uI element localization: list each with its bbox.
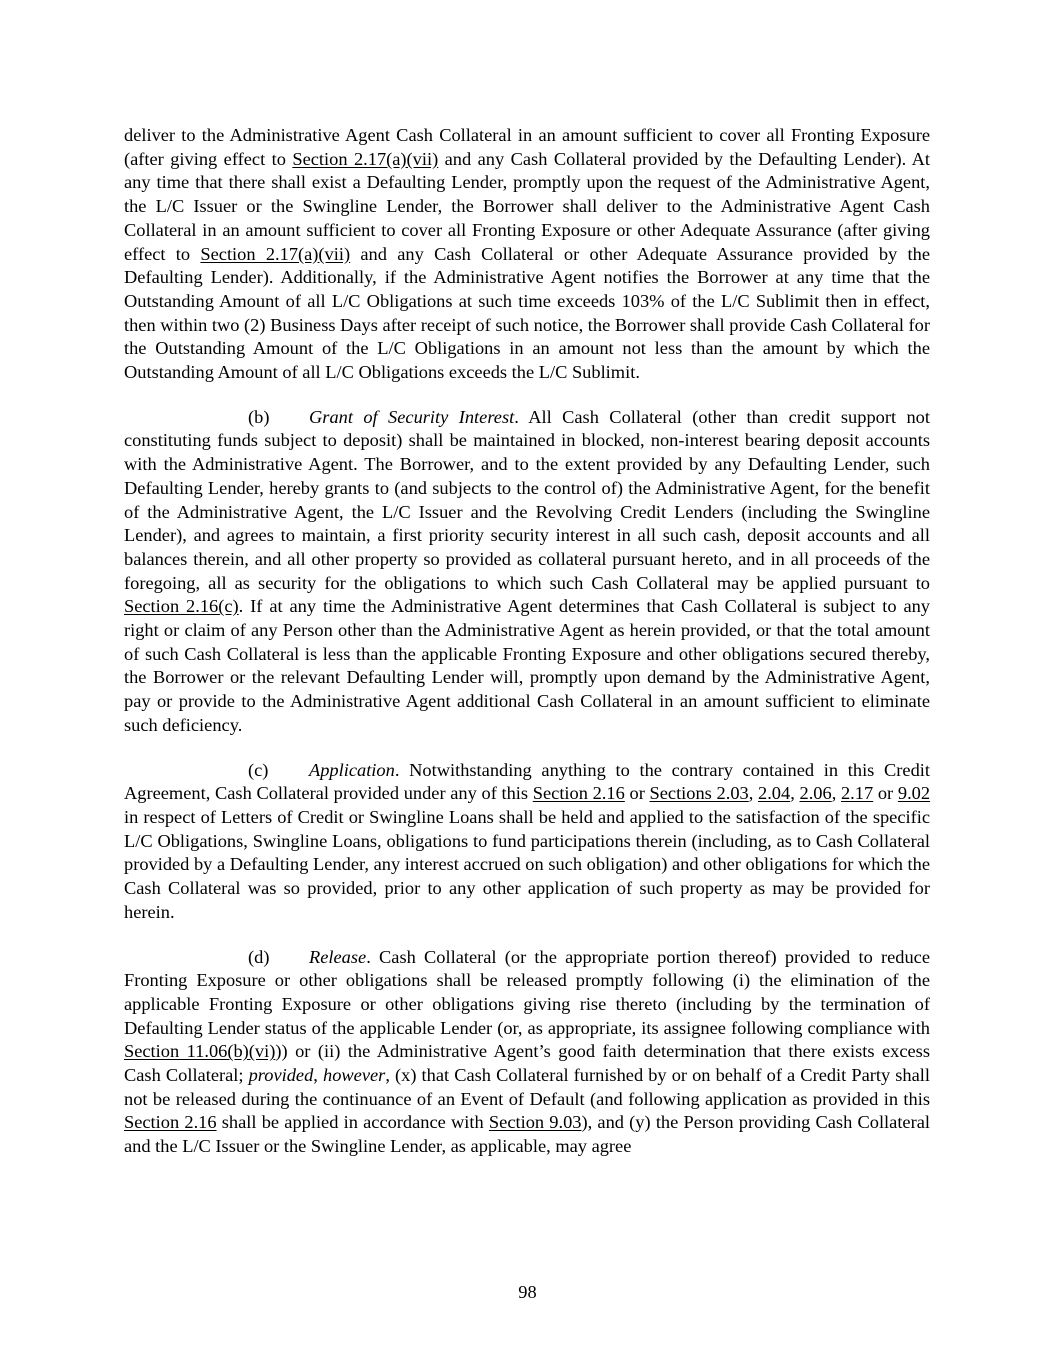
text-run: , [748, 783, 759, 804]
emphasis: provided [248, 1065, 314, 1086]
document-page [124, 124, 930, 1180]
emphasis: however [323, 1065, 386, 1086]
section-reference: Section 2.16 [124, 1112, 217, 1133]
section-reference: Section 2.16(c) [124, 596, 239, 617]
section-reference: Sections 2.03 [649, 783, 749, 804]
text-run: . All Cash Collateral (other than credit support not constituting funds subject to deposit) shall be maintained in blocked, non-interest bearing deposit accounts with the Administrative Agent. The Borrower, and to the extent provided by any Defaulting Lender, such Defaulting Lender, hereby grants to (and subjects to the control of) the Administrative Agent, for the benefit of the Administrative Agent, the L/C Issuer and the Revolving Credit Lenders (including the Swingline Lender), and agrees to maintain, a first priority security interest in all such cash, deposit accounts and all balances therein, and all other property so provided as collateral pursuant hereto, and in all proceeds of the foregoing, all as security for the obligations to which such Cash Collateral may be applied pursuant to [124, 406, 930, 593]
text-run: and any Cash Collateral or other Adequate Assurance provided by the Defaulting Lender). Additionally, if the Administrative Agent notifies the Borrower at any time that the Outstanding Amount of all L/C Obligations at such time exceeds 103% of the L/C Sublimit then in effect, then within two (2) Business Days after receipt of such notice, the Borrower shall provide Cash Collateral for the Outstanding Amount of the L/C Obligations in an amount not less than the amount by which the Outstanding Amount of all L/C Obligations exceeds the L/C Sublimit. [124, 243, 931, 383]
paragraph-label: (c) [248, 759, 269, 780]
section-reference: Section 11.06(b)(vi) [124, 1041, 276, 1062]
section-reference: Section 9.03 [488, 1112, 582, 1133]
text-run: ), and (y) the Person providing Cash Collateral and the L/C Issuer or the Swingline Lender, as applicable, may agree [124, 1112, 930, 1157]
text-run: )) or (ii) the Administrative Agent’s good faith determination that there exists excess Cash Collateral; [124, 1041, 930, 1086]
text-run: . Notwithstanding anything to the contrary contained in this Credit Agreement, Cash Collateral provided under any of this [124, 759, 930, 804]
section-reference: 2.06 [799, 783, 832, 804]
paragraph-d [124, 946, 930, 1159]
paragraph-b [124, 406, 930, 738]
section-reference: 9.02 [897, 783, 931, 804]
text-run: or [873, 783, 898, 804]
paragraph-heading: Grant of Security Interest [309, 406, 515, 427]
text-run: in respect of Letters of Credit or Swingline Loans shall be held and applied to the satisfaction of the specific L/C Obligations, Swingline Loans, obligations to fund participations therein (including, as to Cash Collateral provided by a Defaulting Lender, any interest accrued on such obligation) and other obligations for which the Cash Collateral was so provided, prior to any other application of such property as may be provided for herein. [124, 806, 930, 922]
text-run: . If at any time the Administrative Agent determines that Cash Collateral is subject to any right or claim of any Person other than the Administrative Agent as herein provided, or that the total amount of such Cash Collateral is less than the applicable Fronting Exposure and other obligations secured thereby, the Borrower or the relevant Defaulting Lender will, promptly upon demand by the Administrative Agent, pay or provide to the Administrative Agent additional Cash Collateral in an amount sufficient to eliminate such deficiency. [124, 596, 930, 735]
section-reference: 2.04 [758, 783, 791, 804]
text-run: and any Cash Collateral provided by the Defaulting Lender). At any time that there shall exist a Defaulting Lender, promptly upon the request of the Administrative Agent, the L/C Issuer or the Swingline Lender, the Borrower shall deliver to the Administrative Agent Cash Collateral in an amount sufficient to cover all Fronting Exposure or other Adequate Assurance (after giving effect to [124, 148, 930, 264]
page-number: 98 [518, 1282, 537, 1302]
paragraph-heading: Application [309, 759, 395, 780]
text-run: . Cash Collateral (or the appropriate portion thereof) provided to reduce Fronting Exposure or other obligations shall be released promptly following (i) the elimination of the applicable Fronting Exposure or other obligations giving rise thereto (including by the termination of Defaulting Lender status of the applicable Lender (or, as appropriate, its assignee following compliance with [124, 946, 930, 1038]
paragraph-label: (b) [248, 406, 270, 427]
paragraph-heading: Release [309, 946, 367, 967]
paragraph-label: (d) [248, 946, 270, 967]
section-reference: Section 2.16 [532, 783, 625, 804]
section-reference: 2.17 [840, 783, 874, 804]
text-run: , (x) that Cash Collateral furnished by or on behalf of a Credit Party shall not be released during the continuance of an Event of Default (and following application as provided in this [124, 1065, 931, 1109]
text-run: , [790, 783, 800, 804]
paragraph-c [124, 759, 930, 925]
text-run: deliver to the Administrative Agent Cash Collateral in an amount sufficient to cover all Fronting Exposure (after giving effect to [124, 125, 930, 169]
text-run: shall be applied in accordance with [216, 1112, 489, 1133]
text-run: , [313, 1065, 323, 1086]
paragraph-a-continued [124, 124, 930, 385]
text-run: , [831, 783, 841, 804]
text-run: or [624, 783, 650, 804]
section-reference: Section 2.17(a)(vii) [200, 243, 351, 264]
section-reference: Section 2.17(a)(vii) [292, 148, 439, 169]
